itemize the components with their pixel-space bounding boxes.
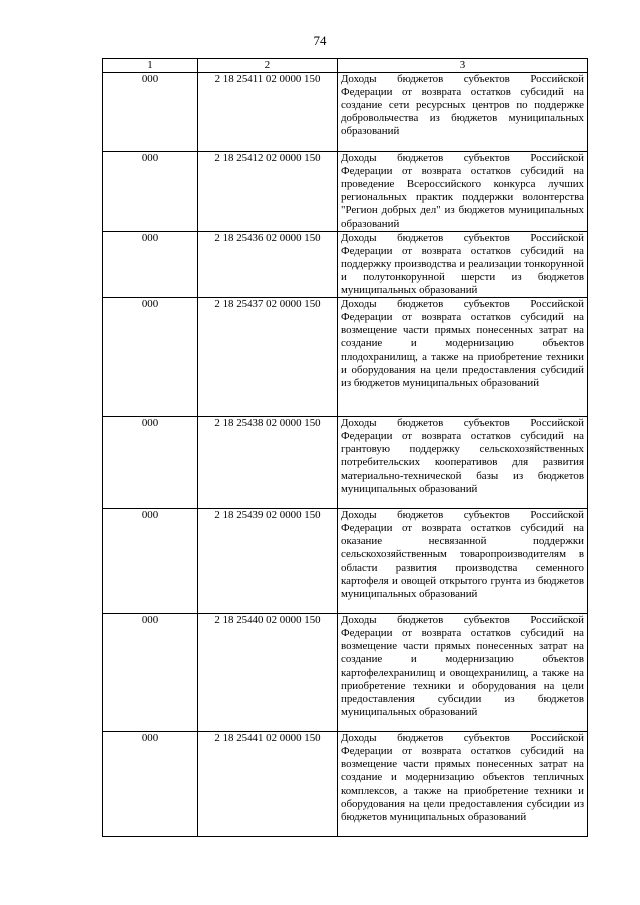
admin-code-cell: 000 [103, 231, 198, 297]
description-cell: Доходы бюджетов субъектов Российской Федерации от возврата остатков субсидий на возмещение части прямых понесенных затрат на создание и модернизацию объектов тепличных комплексов, а также на приобретение техники и оборудования на цели предоставления субсидии из бюджетов муниципальных образований [338, 732, 588, 837]
revenue-code-table [102, 58, 588, 837]
description-cell: Доходы бюджетов субъектов Российской Федерации от возврата остатков субсидий на оказание несвязанной поддержки сельскохозяйственным товаропроизводителям в области развития производства семенного картофеля и овощей открытого грунта из бюджетов муниципальных образований [338, 509, 588, 614]
column-header-1: 1 [103, 59, 198, 73]
budget-code-cell: 2 18 25440 02 0000 150 [198, 614, 338, 732]
table-row [103, 298, 588, 417]
description-cell: Доходы бюджетов субъектов Российской Федерации от возврата остатков субсидий на поддержку производства и реализации тонкорунной и полутонкорунной шерсти из бюджетов муниципальных образований [338, 231, 588, 297]
table-row [103, 73, 588, 152]
description-cell: Доходы бюджетов субъектов Российской Федерации от возврата остатков субсидий на проведение Всероссийского конкурса лучших региональных практик поддержки волонтерства "Регион добрых дел" из бюджетов муниципальных образований [338, 152, 588, 232]
table-row [103, 152, 588, 232]
admin-code-cell: 000 [103, 417, 198, 509]
description-cell: Доходы бюджетов субъектов Российской Федерации от возврата остатков субсидий на грантовую поддержку сельскохозяйственных потребительских кооперативов для развития материально-технической базы из бюджетов муниципальных образований [338, 417, 588, 509]
table-row [103, 614, 588, 732]
table-row [103, 732, 588, 837]
budget-code-cell: 2 18 25441 02 0000 150 [198, 732, 338, 837]
table-row [103, 231, 588, 297]
column-header-2: 2 [198, 59, 338, 73]
table-header-row [103, 59, 588, 73]
page-number: 74 [313, 33, 327, 48]
description-cell: Доходы бюджетов субъектов Российской Федерации от возврата остатков субсидий на создание сети ресурсных центров по поддержке добровольчества из бюджетов муниципальных образований [338, 73, 588, 152]
budget-code-cell: 2 18 25438 02 0000 150 [198, 417, 338, 509]
budget-code-cell: 2 18 25411 02 0000 150 [198, 73, 338, 152]
admin-code-cell: 000 [103, 509, 198, 614]
admin-code-cell: 000 [103, 732, 198, 837]
table-row [103, 417, 588, 509]
description-cell: Доходы бюджетов субъектов Российской Федерации от возврата остатков субсидий на возмещение части прямых понесенных затрат на создание и модернизацию объектов плодохранилищ, а также на приобретение техники и оборудования на цели предоставления субсидий из бюджетов муниципальных образований [338, 298, 588, 417]
admin-code-cell: 000 [103, 614, 198, 732]
budget-code-cell: 2 18 25437 02 0000 150 [198, 298, 338, 417]
admin-code-cell: 000 [103, 152, 198, 232]
admin-code-cell: 000 [103, 298, 198, 417]
column-header-3: 3 [338, 59, 588, 73]
admin-code-cell: 000 [103, 73, 198, 152]
table-row [103, 509, 588, 614]
budget-code-cell: 2 18 25436 02 0000 150 [198, 231, 338, 297]
description-cell: Доходы бюджетов субъектов Российской Федерации от возврата остатков субсидий на возмещение части прямых понесенных затрат на создание и модернизацию объектов картофелехранилищ и овощехранилищ, а также на приобретение техники и оборудования на цели предоставления субсидии из бюджетов муниципальных образований [338, 614, 588, 732]
budget-code-cell: 2 18 25412 02 0000 150 [198, 152, 338, 232]
budget-code-cell: 2 18 25439 02 0000 150 [198, 509, 338, 614]
